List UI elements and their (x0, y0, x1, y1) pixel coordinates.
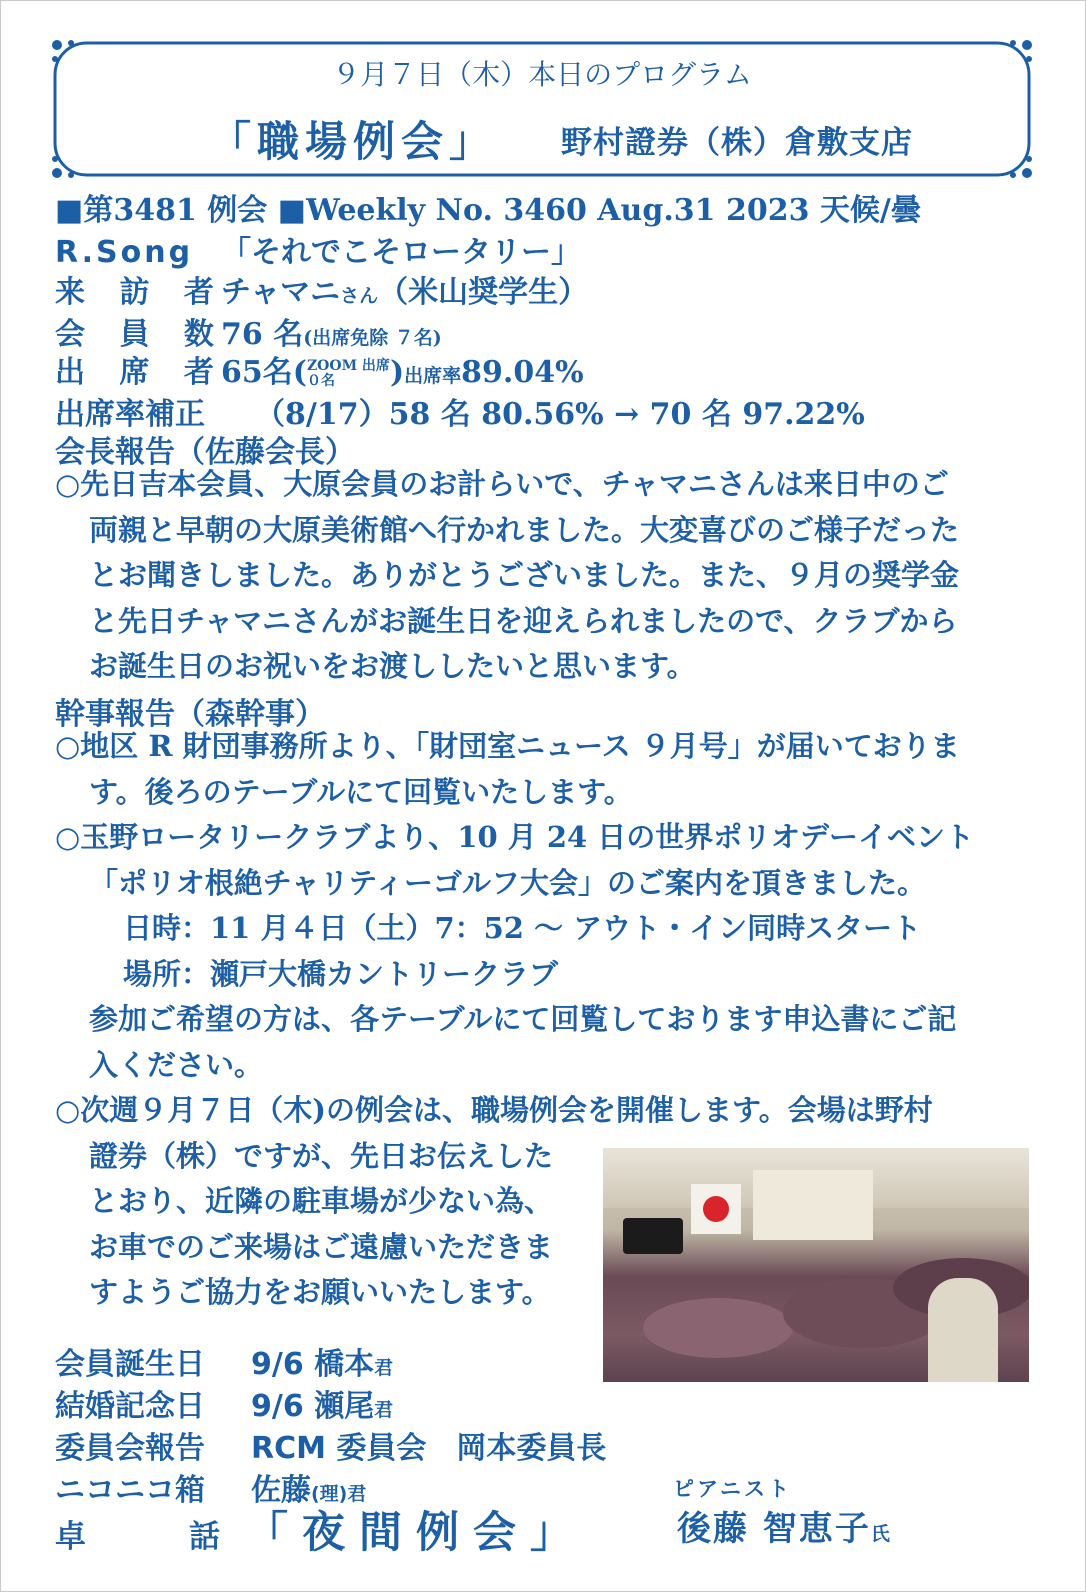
pianist-label: ピアニスト (673, 1477, 792, 1501)
attendance-row (55, 347, 584, 391)
correction-label: 出席率補正 (55, 397, 205, 432)
visitor-note: （米山奨学生） (378, 275, 589, 310)
birthday-label: 会員誕生日 (55, 1347, 205, 1382)
members-label: 会 員 数 (55, 317, 226, 352)
banquet-photo (603, 1148, 1029, 1382)
president-line: お誕生日のお祝いをお渡ししたいと思います。 (89, 649, 696, 683)
attendance-label: 出 席 者 (55, 355, 226, 390)
attendance-rate: 89.04% (461, 355, 584, 390)
president-line: とお聞きしました。ありがとうございました。また、９月の奨学金 (89, 558, 960, 592)
members-note: (出席免除 ７名) (303, 327, 442, 349)
secretary-line: ○次週９月７日（木)の例会は、職場例会を開催します。会場は野村 (55, 1093, 933, 1127)
zoom-top: ZOOM 出席 (306, 358, 390, 374)
secretary-line: 證券（株）ですが、先日お伝えした (89, 1138, 554, 1173)
zoom-bottom: ０名 (306, 373, 335, 389)
attendance-rate-label: 出席率 (404, 365, 462, 387)
program-sponsor: 野村證券（株）倉敷支店 (561, 125, 913, 161)
anniversary-suffix: 君 (374, 1399, 394, 1421)
song-label: R.Song (55, 235, 194, 270)
anniversary-row (55, 1381, 393, 1425)
president-line: 両親と早朝の大原美術館へ行かれました。大変喜びのご様子だった (89, 512, 960, 547)
secretary-line: ○玉野ロータリークラブより、10 月 24 日の世界ポリオデーイベント (55, 820, 975, 854)
nikoniko-label: ニコニコ箱 (55, 1473, 205, 1508)
talk-label-b: 話 (189, 1519, 220, 1555)
zoom-attendance (307, 359, 390, 389)
president-heading: 会長報告（佐藤会長） (55, 435, 355, 470)
talk-title: 「夜間例会」 (245, 1508, 587, 1558)
secretary-line: す。後ろのテーブルにて回覧いたします。 (89, 774, 633, 809)
secretary-heading: 幹事報告（森幹事） (55, 697, 325, 732)
pianist-suffix: 氏 (870, 1523, 892, 1545)
event-datetime: 日時：11 月４日（土）7：52 〜 アウト・イン同時スタート (123, 911, 922, 945)
president-line: と先日チャマニさんがお誕生日を迎えられましたので、クラブから (89, 603, 958, 638)
program-date-line: ９月７日（木）本日のプログラム (332, 58, 752, 91)
secretary-line: ○地区 R 財団事務所より、「財団室ニュース ９月号」が届いておりま (55, 729, 960, 763)
visitor-name: チャマニ (221, 275, 341, 310)
secretary-line: すようご協力をお願いいたします。 (89, 1275, 551, 1309)
birthday-row (55, 1339, 393, 1383)
president-report (55, 462, 1035, 690)
birthday-suffix: 君 (374, 1357, 394, 1379)
correction-value: （8/17）58 名 80.56% → 70 名 97.22% (255, 397, 865, 432)
president-line: ○先日吉本会員、大原会員のお計らいで、チャマニさんは来日中のご (55, 467, 949, 501)
visitor-honorific: さん (340, 285, 379, 307)
secretary-line: 参加ご希望の方は、各テーブルにて回覧しております申込書にご記 (89, 1002, 957, 1036)
event-place: 場所：瀬戸大橋カントリークラブ (123, 956, 559, 991)
anniversary-label: 結婚記念日 (55, 1389, 205, 1424)
nikoniko-note: (理) (311, 1483, 348, 1505)
program-title: 「職場例会」 (209, 117, 498, 166)
committee-row (55, 1423, 606, 1467)
attendance-value: 65名( (221, 355, 307, 390)
attendance-close: ) (389, 355, 405, 390)
visitor-label: 来 訪 者 (55, 275, 226, 310)
anniversary-value: 9/6 瀬尾 (251, 1389, 375, 1424)
nikoniko-value: 佐藤 (251, 1473, 311, 1508)
secretary-line: とおり、近隣の駐車場が少ない為、 (89, 1184, 554, 1218)
pianist-name: 後藤 智恵子 (677, 1509, 871, 1549)
birthday-value: 9/6 橋本 (251, 1347, 375, 1382)
committee-label: 委員会報告 (55, 1431, 205, 1466)
visitor-row (55, 267, 588, 311)
secretary-line: お車でのご来場はご遠慮いただきま (89, 1229, 554, 1264)
members-value: 76 名 (221, 317, 304, 352)
secretary-line: 入ください。 (89, 1047, 264, 1082)
talk-label-a: 卓 (55, 1519, 86, 1555)
nikoniko-suffix: 君 (347, 1483, 367, 1505)
pianist-name-row (677, 1501, 892, 1550)
secretary-line: 「ポリオ根絶チャリティーゴルフ大会」のご案内を頂きました。 (89, 865, 926, 900)
song-row (55, 227, 581, 271)
song-value: 「それでこそロータリー」 (221, 235, 581, 270)
meeting-info-line: ■第3481 例会 ■Weekly No. 3460 Aug.31 2023 天候/曇 (55, 193, 921, 228)
committee-value: RCM 委員会 岡本委員長 (251, 1431, 607, 1466)
